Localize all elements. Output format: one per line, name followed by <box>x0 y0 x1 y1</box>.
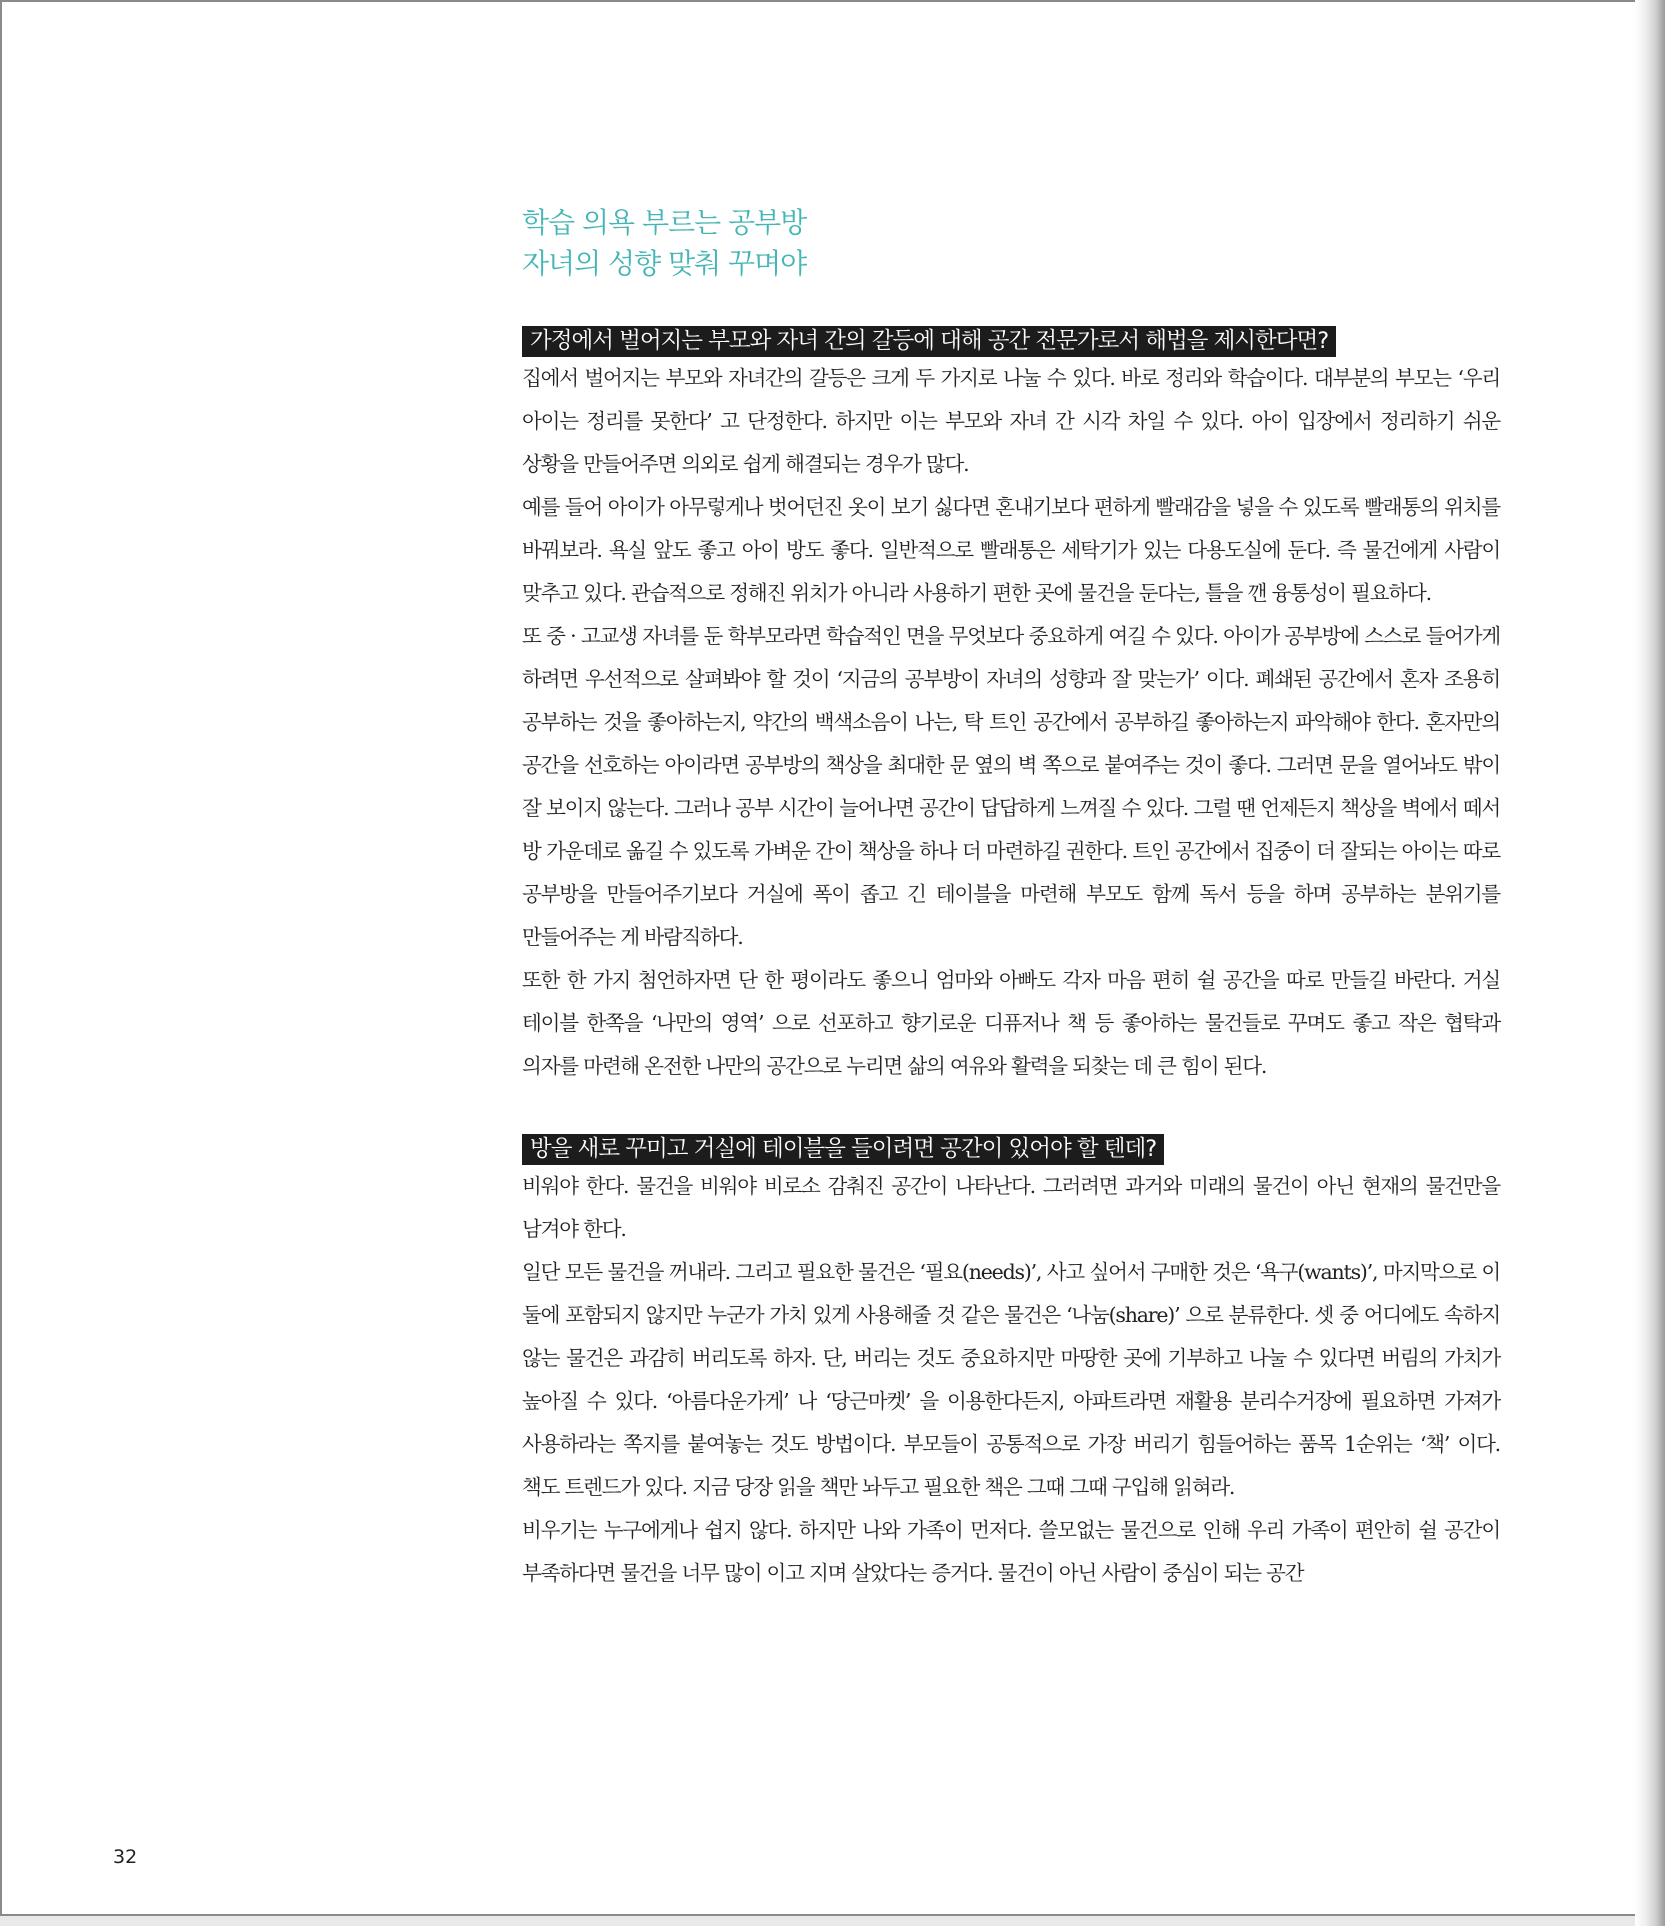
page-number: 32 <box>113 1846 138 1868</box>
answer-1-paragraph-3: 또 중 · 고교생 자녀를 둔 학부모라면 학습적인 면을 무엇보다 중요하게 여길 수 있다. 아이가 공부방에 스스로 들어가게 하려면 우선적으로 살펴봐야 할 것이 ‘지금의 공부방이 자녀의 성향과 잘 맞는가’ 이다. 폐쇄된 공간에서 혼자 조용히 공부하는 것을 좋아하는지, 약간의 백색소음이 나는, 탁 트인 공간에서 공부하길 좋아하는지 파악해야 한다. 혼자만의 공간을 선호하는 아이라면 공부방의 책상을 최대한 문 옆의 벽 쪽으로 붙여주는 것이 좋다. 그러면 문을 열어놔도 밖이 잘 보이지 않는다. 그러나 공부 시간이 늘어나면 공간이 답답하게 느껴질 수 있다. 그럴 땐 언제든지 책상을 벽에서 떼서 방 가운데로 옮길 수 있도록 가벼운 간이 책상을 하나 더 마련하길 권한다. 트인 공간에서 집중이 더 잘되는 아이는 따로 공부방을 만들어주기보다 거실에 폭이 좁고 긴 테이블을 마련해 부모도 함께 독서 등을 하며 공부하는 분위기를 만들어주는 게 바람직하다. <box>522 624 1500 949</box>
page-spine-shadow <box>1635 0 1665 1926</box>
article <box>522 202 1500 1595</box>
question-heading-2: 방을 새로 꾸미고 거실에 테이블을 들이려면 공간이 있어야 할 텐데? <box>522 1134 1164 1165</box>
answer-2-paragraph-2: 일단 모든 물건을 꺼내라. 그리고 필요한 물건은 ‘필요(needs)’, 사고 싶어서 구매한 것은 ‘욕구(wants)’, 마지막으로 이 둘에 포함되지 않지만 누군가 가치 있게 사용해줄 것 같은 물건은 ‘나눔(share)’ 으로 분류한다. 셋 중 어디에도 속하지 않는 물건은 과감히 버리도록 하자. 단, 버리는 것도 중요하지만 마땅한 곳에 기부하고 나눌 수 있다면 버림의 가치가 높아질 수 있다. ‘아름다운가게’ 나 ‘당근마켓’ 을 이용한다든지, 아파트라면 재활용 분리수거장에 필요하면 가져가 사용하라는 쪽지를 붙여놓는 것도 방법이다. 부모들이 공통적으로 가장 버리기 힘들어하는 품목 1순위는 ‘책’ 이다. 책도 트렌드가 있다. 지금 당장 읽을 책만 놔두고 필요한 책은 그때 그때 구입해 읽혀라. <box>522 1260 1500 1499</box>
article-title <box>522 202 1500 284</box>
answer-1-paragraph-4: 또한 한 가지 첨언하자면 단 한 평이라도 좋으니 엄마와 아빠도 각자 마음 편히 쉴 공간을 따로 만들길 바란다. 거실 테이블 한쪽을 ‘나만의 영역’ 으로 선포하고 향기로운 디퓨저나 책 등 좋아하는 물건들로 꾸며도 좋고 작은 협탁과 의자를 마련해 온전한 나만의 공간으로 누리면 삶의 여유와 활력을 되찾는 데 큰 힘이 된다. <box>522 968 1500 1078</box>
title-line-1: 학습 의욕 부르는 공부방 <box>522 206 807 239</box>
question-heading-1: 가정에서 벌어지는 부모와 자녀 간의 갈등에 대해 공간 전문가로서 해법을 제시한다면? <box>522 326 1336 357</box>
answer-2-paragraph-3: 비우기는 누구에게나 쉽지 않다. 하지만 나와 가족이 먼저다. 쓸모없는 물건으로 인해 우리 가족이 편안히 쉴 공간이 부족하다면 물건을 너무 많이 이고 지며 살았다는 증거다. 물건이 아닌 사람이 중심이 되는 공간 <box>522 1518 1500 1585</box>
answer-2-paragraph-1: 비워야 한다. 물건을 비워야 비로소 감춰진 공간이 나타난다. 그러려면 과거와 미래의 물건이 아닌 현재의 물건만을 남겨야 한다. <box>522 1174 1500 1241</box>
answer-1-paragraph-2: 예를 들어 아이가 아무렇게나 벗어던진 옷이 보기 싫다면 혼내기보다 편하게 빨래감을 넣을 수 있도록 빨래통의 위치를 바꿔보라. 욕실 앞도 좋고 아이 방도 좋다. 일반적으로 빨래통은 세탁기가 있는 다용도실에 둔다. 즉 물건에게 사람이 맞추고 있다. 관습적으로 정해진 위치가 아니라 사용하기 편한 곳에 물건을 둔다는, 틀을 깬 융통성이 필요하다. <box>522 495 1500 605</box>
answer-1-paragraph-1: 집에서 벌어지는 부모와 자녀간의 갈등은 크게 두 가지로 나눌 수 있다. 바로 정리와 학습이다. 대부분의 부모는 ‘우리 아이는 정리를 못한다’ 고 단정한다. 하지만 이는 부모와 자녀 간 시각 차일 수 있다. 아이 입장에서 정리하기 쉬운 상황을 만들어주면 의외로 쉽게 해결되는 경우가 많다. <box>522 366 1500 476</box>
title-line-2: 자녀의 성향 맞춰 꾸며야 <box>522 247 807 280</box>
